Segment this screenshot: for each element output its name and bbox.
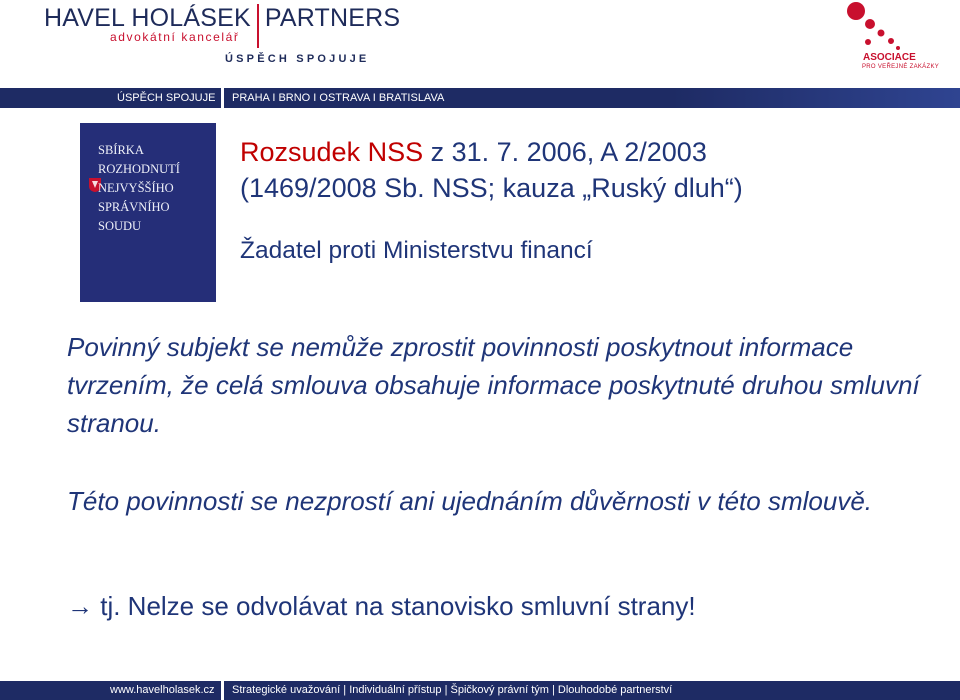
- top-bar-tagline: ÚSPĚCH SPOJUJE: [117, 92, 216, 104]
- logo-tagline: ÚSPĚCH SPOJUJE: [225, 53, 370, 65]
- book-cover-title: SBÍRKA ROZHODNUTÍ NEJVYŠŠÍHO SPRÁVNÍHO SOUDU: [98, 143, 180, 233]
- footer-website-link[interactable]: www.havelholasek.cz: [110, 684, 215, 696]
- footer-divider: [221, 681, 224, 700]
- asociace-subtitle: PRO VEŘEJNÉ ZAKÁZKY: [862, 64, 940, 70]
- title-case-name: Rozsudek NSS: [240, 137, 424, 167]
- footer-values: Strategické uvažování | Individuální přístup | Špičkový právní tým | Dlouhodobé partnerství: [232, 684, 673, 696]
- top-bar-divider: [221, 88, 224, 108]
- conclusion-text: → tj. Nelze se odvolávat na stanovisko smluvní strany!: [67, 591, 696, 621]
- logo-subtitle: advokátní kancelář: [110, 30, 240, 44]
- title-case-date: z 31. 7. 2006, A 2/2003: [423, 137, 707, 167]
- logo-name-left: HAVEL HOLÁSEK: [44, 4, 251, 32]
- top-bar-cities: PRAHA I BRNO I OSTRAVA I BRATISLAVA: [232, 92, 445, 104]
- slide-title-reference: (1469/2008 Sb. NSS; kauza „Ruský dluh“): [240, 173, 743, 203]
- slide-subtitle: Žadatel proti Ministerstvu financí: [240, 237, 593, 264]
- asociace-logo-icon: [835, 0, 945, 56]
- body-paragraph-2: Této povinnosti se nezprostí ani ujednáním důvěrnosti v této smlouvě.: [67, 486, 872, 516]
- asociace-name: ASOCIACE: [863, 52, 916, 63]
- logo-divider: [257, 4, 259, 48]
- slide-title: [240, 137, 707, 168]
- logo-name-right: PARTNERS: [264, 4, 401, 32]
- body-paragraph-1: Povinný subjekt se nemůže zprostit povinnosti poskytnout informace tvrzením, že celá smlouva obsahuje informace poskytnuté druhou smluvní stranou.: [67, 332, 920, 438]
